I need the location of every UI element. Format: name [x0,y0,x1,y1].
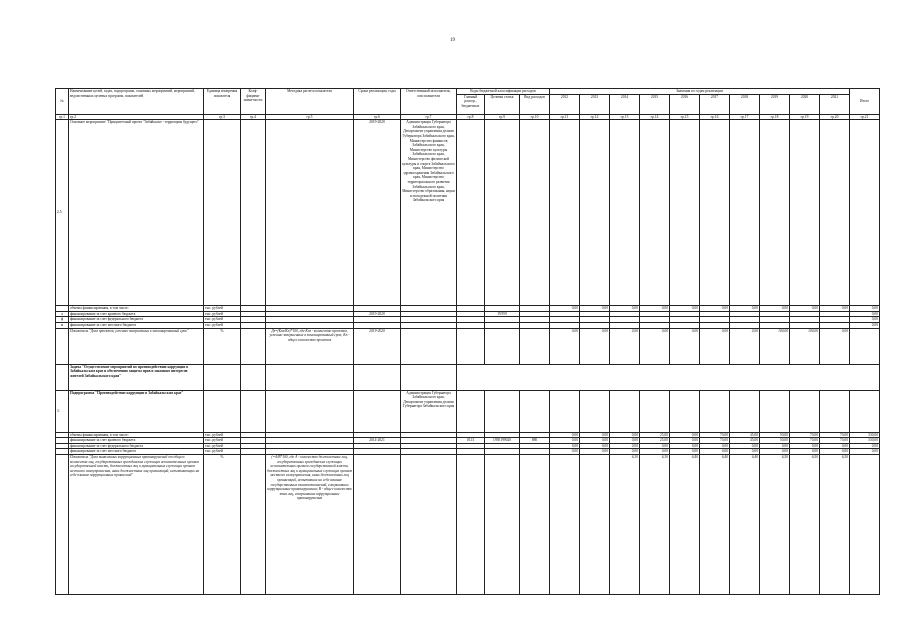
row-term: 2014-2021 [354,438,401,444]
empty-cell [266,120,354,306]
row-name: финансирование за счет краевого бюджета [69,311,204,317]
value-cell: 0,00 [700,443,730,449]
empty-cell [820,390,850,432]
header-cs: Целевая статья [485,94,520,114]
header-year: 2015 [640,94,670,114]
header-year: 2018 [730,94,760,114]
value-cell: 0,00 [610,438,640,444]
colnum: гр.5 [266,114,354,120]
empty-cell [457,328,485,364]
colnum: гр.21 [850,114,880,120]
value-cell: 0,00 [730,449,760,455]
header-year: 2016 [670,94,700,114]
empty-cell [580,390,610,432]
header-resp: Ответственный исполнитель, соисполнители [401,89,457,115]
value-cell: 6,40 [670,454,700,594]
value-cell: 70,00 [820,438,850,444]
row-unit: тыс. рублей [204,311,241,317]
empty-cell [760,390,790,432]
empty-cell [580,120,610,306]
empty-cell [790,390,820,432]
empty-cell [520,120,550,306]
row-unit: тыс. рублей [204,432,241,438]
colnum: гр.3 [204,114,241,120]
value-cell: 100,00 [790,328,820,364]
value-cell: 0,00 [850,443,880,449]
empty-cell [730,390,760,432]
value-cell: 0,00 [790,306,820,312]
header-year: 2021 [820,94,850,114]
empty-cell [204,390,241,432]
empty-cell [850,454,880,594]
empty-cell [485,390,520,432]
row-cs: 19Э59 [485,311,520,317]
value-cell: 6,40 [700,454,730,594]
empty-cell [56,328,69,364]
row-mark: ф [56,317,69,323]
row-name: финансирование за счет краевого бюджета [69,438,204,444]
empty-cell [520,328,550,364]
empty-cell [640,390,670,432]
table-row [56,390,880,432]
empty-cell [241,120,266,306]
row-name: финансирование за счет федерального бюджета [69,317,204,323]
empty-cell [241,328,266,364]
colnum: гр.15 [670,114,700,120]
value-cell: 0,00 [850,306,880,312]
value-cell: 6,50 [790,454,820,594]
empty-cell [204,364,241,390]
value-cell: 0,00 [640,306,670,312]
empty-cell [457,390,485,432]
header-values-group: Значения по годам реализации [550,89,850,95]
row-name: финансирование за счет федерального бюджета [69,443,204,449]
value-cell: 6,50 [760,454,790,594]
empty-cell [485,454,520,594]
value-cell: 0,00 [730,306,760,312]
value-cell: 25,00 [640,438,670,444]
row-name: Основное мероприятие "Приоритетный проект "Забайкалье - территория будущего" [69,120,204,306]
value-cell: 70,00 [790,432,820,438]
value-cell: 0,00 [580,443,610,449]
colnum: гр.4 [241,114,266,120]
value-cell: 6,30 [610,454,640,594]
row-unit: тыс. рублей [204,438,241,444]
value-cell: 0,00 [640,449,670,455]
value-cell: 0,00 [610,432,640,438]
empty-cell [56,364,69,390]
value-cell: 6,50 [820,454,850,594]
empty-cell [401,454,457,594]
value-cell: 0,00 [580,328,610,364]
value-cell: 0,00 [700,449,730,455]
value-cell: 0,00 [610,306,640,312]
row-name: финансирование за счет местного бюджета [69,449,204,455]
row-unit: % [204,454,241,594]
empty-cell [850,120,880,306]
empty-cell [850,390,880,432]
colnum: гр.20 [820,114,850,120]
row-number: 3. [56,390,69,432]
colnum: гр.9 [485,114,520,120]
header-budget-group: Коды бюджетной классификации расходов [457,89,550,95]
value-cell: 0,00 [610,443,640,449]
table-row [56,364,880,390]
row-number: 2.5. [56,120,69,306]
value-cell: 0,00 [580,432,610,438]
value-cell: 0,00 [670,306,700,312]
empty-cell [354,454,401,594]
header-year: 2013 [580,94,610,114]
empty-cell [241,364,266,390]
value-cell: 0,00 [580,449,610,455]
value-cell: 0,00 [550,328,580,364]
value-cell: 0,00 [670,328,700,364]
program-table [55,88,880,595]
row-name: объемы финансирования, в том числе: [69,432,204,438]
empty-cell [401,328,457,364]
header-year: 2014 [610,94,640,114]
colnum: гр.11 [550,114,580,120]
colnum: гр.6 [354,114,401,120]
empty-cell [760,120,790,306]
row-name: Показатель "Доля проектов, успешно завершенных в запланированный срок" [69,328,204,364]
value-cell: 0,00 [760,443,790,449]
value-cell: 50,00 [760,432,790,438]
value-cell [550,454,580,594]
empty-cell [266,364,354,390]
value-cell: 0,00 [550,438,580,444]
row-name: Задача "Осуществление мероприятий по противодействию коррупции в Забайкальском крае и обеспечению защиты прав и законных интересов жителей Забайкальского края" [69,364,204,390]
header-coef: Коэф-фициент значи-мости [241,89,266,115]
empty-cell [670,390,700,432]
row-resp: Администрация Губернатора Забайкальского края, Департамент управления делами Губернатора Забайкальского края [401,390,457,432]
colnum: гр.12 [580,114,610,120]
value-cell: 0,00 [550,306,580,312]
colnum: гр.2 [69,114,204,120]
row-cs: 1950199020 [485,438,520,444]
header-unit: Единица измерения показателя [204,89,241,115]
row-term: 2019-2020 [354,328,401,364]
value-cell: 6,30 [640,454,670,594]
header-year: 2019 [760,94,790,114]
value-cell: 70,00 [700,432,730,438]
value-cell: 0,00 [700,328,730,364]
header-vr: Вид расходов [520,94,550,114]
value-cell: 0,00 [850,449,880,455]
empty-cell [56,454,69,594]
value-cell: 0,00 [550,432,580,438]
value-cell: 0,00 [820,328,850,364]
empty-cell [610,390,640,432]
colnum: гр.10 [520,114,550,120]
header-year: 2020 [790,94,820,114]
value-cell: 50,00 [760,438,790,444]
header-total: Итого [850,89,880,115]
value-cell: 0,00 [550,443,580,449]
empty-cell [670,120,700,306]
value-cell: 0,00 [640,328,670,364]
empty-cell [241,390,266,432]
row-vr: 880 [520,438,550,444]
header-grbs: Главный распор., бюджетных [457,94,485,114]
value-cell: 0,00 [760,306,790,312]
table-row [56,454,880,594]
value-cell: 0,00 [790,449,820,455]
empty-cell [520,454,550,594]
empty-cell [485,120,520,306]
empty-cell [457,364,880,390]
value-cell: 0,00 [670,443,700,449]
total-cell: 0,00 [850,322,880,328]
value-cell: 330,00 [850,432,880,438]
value-cell: 0,00 [580,306,610,312]
empty-cell [354,364,401,390]
empty-cell [790,120,820,306]
value-cell: 100,00 [760,328,790,364]
value-cell: 0,00 [610,449,640,455]
colnum: гр.14 [640,114,670,120]
value-cell: 0,00 [730,328,760,364]
row-unit: тыс. рублей [204,306,241,312]
value-cell: 0,00 [670,438,700,444]
empty-cell [520,390,550,432]
row-mark: а [56,311,69,317]
empty-cell [700,390,730,432]
empty-cell [550,120,580,306]
empty-cell [457,454,485,594]
colnum: гр.1 [56,114,69,120]
row-mark: м [56,322,69,328]
empty-cell [640,120,670,306]
value-cell: 0,00 [610,328,640,364]
empty-cell [610,120,640,306]
colnum: гр.7 [401,114,457,120]
colnum: гр.16 [700,114,730,120]
value-cell: 45,00 [730,438,760,444]
row-unit: % [204,328,241,364]
total-cell: 0,00 [850,311,880,317]
header-name: Наименование целей, задач, подпрограмм, основных мероприятий, мероприятий, ведомственных целевых программ, показателей [69,89,204,115]
value-cell: 25,00 [640,432,670,438]
empty-cell [241,454,266,594]
row-resp: Администрация Губернатора Забайкальского края, Департамент управления делами Губернатора Забайкальского края, Министерство финансов Забайкальского края, Министерство культуры Забайкальского края, Министерство физической культуры и спорта Забайкальского края, Министерство здравоохранения Забайкальского края, Министерство территориального развития Забайкальского края, Министерство образования, науки и молодежной политики Забайкальского края [401,120,457,306]
value-cell: 0,00 [760,449,790,455]
table-row [56,328,880,364]
row-term: 2019-2020 [354,311,401,317]
empty-cell [850,328,880,364]
value-cell: 6,40 [730,454,760,594]
value-cell [580,454,610,594]
row-method: Дз=(Кпз/Кп)*100, где Кпз - количество проектов, успешно завершенных в запланированный срок; Кп - общее количество проектов [266,328,354,364]
row-unit: тыс. рублей [204,443,241,449]
row-name: объемы финансирования, в том числе: [69,306,204,312]
value-cell: 0,00 [820,306,850,312]
empty-cell [730,120,760,306]
empty-cell [820,120,850,306]
value-cell: 45,00 [730,432,760,438]
colnum: гр.18 [760,114,790,120]
header-year: 2017 [700,94,730,114]
row-term: 2019-2020 [354,120,401,306]
empty-cell [457,120,485,306]
empty-cell [266,390,354,432]
row-name: Подпрограмма "Противодействие коррупции в Забайкальском крае" [69,390,204,432]
empty-cell [204,120,241,306]
value-cell: 0,00 [700,306,730,312]
value-cell: 70,00 [700,438,730,444]
row-unit: тыс. рублей [204,449,241,455]
row-unit: тыс. рублей [204,317,241,323]
value-cell: 0,00 [730,443,760,449]
empty-cell [550,390,580,432]
empty-cell [401,364,457,390]
value-cell: 0,00 [550,449,580,455]
empty-cell [700,120,730,306]
colnum: гр.8 [457,114,485,120]
row-method: (=А/В*100, где А - количество должностных лиц, государственных гражданских служащих исполнительных органов государственной власти, должностных лиц и муниципальных служащих органов местного самоуправления, иных должностных лиц организаций, испытавших на себе влияние государственных взаимоотношений, совершивших коррупционные правонарушения; В - общее количество этих лиц, совершивших коррупционные правонарушения [266,454,354,594]
value-cell: 0,00 [640,443,670,449]
value-cell: 330,00 [850,438,880,444]
header-year: 2012 [550,94,580,114]
row-grbs: 0113 [457,438,485,444]
colnum: гр.13 [610,114,640,120]
row-name: финансирование за счет местного бюджета [69,322,204,328]
page-number: 19 [450,38,455,43]
row-name: Показатель "Доля выявленных коррупционных правонарушений от общего количества лиц, государственных гражданских служащих исполнительных органов государственной власти, должностных лиц и муниципальных служащих органов местного самоуправления, иных должностных лиц организаций, испытывающих на себе влияние коррупционных проявлений" [69,454,204,594]
header-method: Методика расчета показателя [266,89,354,115]
value-cell: 70,00 [790,438,820,444]
value-cell: 0,00 [580,438,610,444]
value-cell: 0,00 [670,432,700,438]
colnum: гр.17 [730,114,760,120]
empty-cell [354,390,401,432]
header-no: № [56,89,69,115]
value-cell: 0,00 [820,449,850,455]
total-cell: 0,00 [850,317,880,323]
value-cell: 70,00 [820,432,850,438]
colnum: гр.19 [790,114,820,120]
empty-cell [485,328,520,364]
value-cell: 0,00 [790,443,820,449]
table-row [56,120,880,306]
row-unit: тыс. рублей [204,322,241,328]
header-term: Сроки реализации, годы [354,89,401,115]
value-cell: 0,00 [820,443,850,449]
value-cell: 0,00 [670,449,700,455]
